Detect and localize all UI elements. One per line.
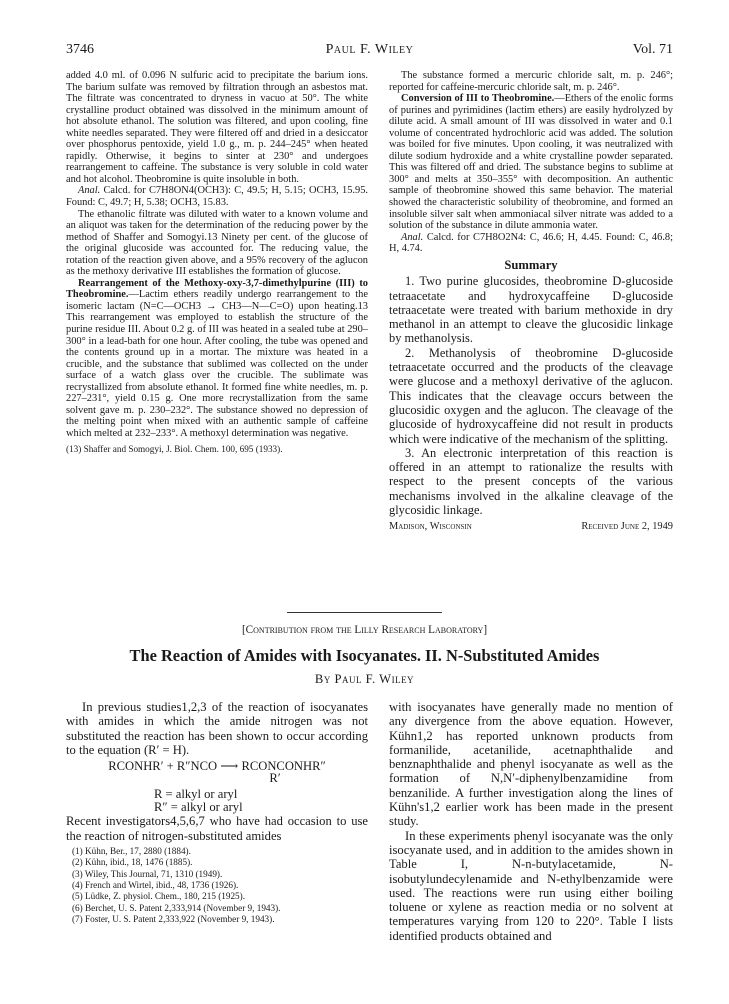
- summary-item: 2. Methanolysis of theobromine D-glucoside tetraacetate occurred and the products of the cleavage were glucose and a methoxyl derivative of the aglucon. This indicates that the cleavage occurs between the glucosidic oxygen and the aglucon. The cleavage of the glucoside of hydroxycaffeine did not result in products which were indicative of the mechanism of the splitting.: [389, 345, 673, 446]
- equation-substituent: [66, 773, 368, 784]
- volume-label: Vol. 71: [632, 42, 673, 57]
- anal-text: Calcd. for C7H8ON4(OCH3): C, 49.5; H, 5.15; OCH3, 15.95. Found: C, 49.7; H, 5.38; OCH3, 15.83.: [66, 185, 368, 209]
- received-date: Received June 2, 1949: [581, 521, 673, 533]
- reference: (3) Wiley, This Journal, 71, 1310 (1949).: [72, 868, 223, 879]
- anal-text: Calcd. for C7H8O2N4: C, 46.6; H, 4.45. Found: C, 46.8; H, 4.74.: [389, 231, 673, 255]
- summary: [389, 274, 673, 517]
- paragraph: with isocyanates have generally made no mention of any divergence from the above equation. However, Kühn1,2 has reported unknown products from formanilide, acetanilide, acetnaphthalide and benznaphthalide and phenyl isocyanate as well as the formation of N,N′-diphenylbenzamidine from benzanilide. A further investigation along the lines of Kühn's1,2 earlier work has been made in the present study.: [389, 700, 673, 829]
- analysis-line: [389, 232, 673, 255]
- signature-line: [389, 521, 673, 534]
- bottom-left-column: [66, 700, 368, 925]
- running-author: Paul F. Wiley: [325, 42, 414, 57]
- analysis-line: [66, 185, 368, 208]
- paragraph: added 4.0 ml. of 0.096 N sulfuric acid to precipitate the barium ions. The barium sulfate was removed by filtration through an asbestos mat. The filtrate was concentrated to dryness in vacuo at 50°. The white crystalline product obtained was dissolved in the minimum amount of hot absolute ethanol. The solution was filtered, and upon cooling, fine white needles separated. They were filtered off and dried in a desiccator over phosphorus pentoxide, yield 1.0 g., m. p. 244–245° when heated rapidly. Otherwise, it begins to sinter at 230° and undergoes rearrangement to caffeine. The substance is very soluble in cold water and hot alcohol. Theobromine is quite insoluble in both.: [66, 70, 368, 185]
- page-number: 3746: [66, 42, 94, 57]
- top-right-column: [389, 70, 673, 534]
- anal-label: Anal.: [78, 185, 101, 197]
- section-heading: Conversion of III to Theobromine.: [401, 93, 555, 105]
- definition-r2: R″ = alkyl or aryl: [154, 800, 243, 815]
- summary-item: 3. An electronic interpretation of this reaction is offered in an attempt to rationalize the results with respect to the present concepts of the various mechanisms involved in the alkaline cleavage of the glycosidic linkage.: [389, 445, 673, 518]
- running-header: [66, 42, 673, 60]
- reference: (5) Lüdke, Z. physiol. Chem., 180, 215 (1925).: [72, 891, 246, 902]
- footnote: (13) Shaffer and Somogyi, J. Biol. Chem. 100, 695 (1933).: [66, 443, 283, 454]
- reaction-equation: RCONHR′ + R″NCO ⟶ RCONCONHR″: [108, 759, 326, 774]
- divider: [287, 612, 442, 613]
- bottom-right-column: [389, 700, 673, 943]
- section-text: —Ethers of the enolic forms of purines and pyrimidines (lactim ethers) are easily hydrolyzed by dilute acid. A small amount of III was dissolved in water and 0.1 volume of concentrated hydrochloric acid was added. The solution was boiled for five minutes. Upon cooling, it was neutralized with dilute sodium hydroxide and a white crystalline powder separated. This was filtered off and dried. The substance begins to sublime at 300° and melts at 350–355° with decomposition. An authentic sample of theobromine showed this same behavior. The material showed the characteristic solubility of theobromine, and formed an insoluble silver salt when ammoniacal silver nitrate was added to a solution of the substance in dilute ammonia water.: [389, 93, 673, 232]
- summary-heading: Summary: [504, 257, 558, 272]
- section-text: —Lactim ethers readily undergo rearrangement to the isomeric lactam (N=C—OCH3 → CH3—N—C=O) upon heating.13 This rearrangement was employed to establish the structure of the purine residue III. About 0.2 g. of III was heated in a sealed tube at 290–300° in a lead-bath for one hour. After cooling, the tube was opened and the contents ground up in a mortar. The mixture was heated in a crucible, and the substance that sublimed was collected on the under surface of a watch glass over the crucible. The sublimate was recrystallized from absolute ethanol. It formed fine white needles, m. p. 227–231°, yield 0.15 g. One more recrystallization from the same solvent gave m. p. 230–232°. The substance showed no depression of the melting point when mixed with an authentic sample of caffeine which melted at 232–233°. A methoxyl determination was negative.: [66, 289, 368, 439]
- reference: (2) Kühn, ibid., 18, 1476 (1885).: [72, 857, 193, 868]
- references: [66, 846, 368, 925]
- article-title: The Reaction of Amides with Isocyanates. II. N-Substituted Amides: [129, 646, 600, 665]
- top-left-column: [66, 70, 368, 455]
- reference: (4) French and Wirtel, ibid., 48, 1736 (1926).: [72, 879, 239, 890]
- anal-label: Anal.: [401, 231, 424, 243]
- reference: (7) Foster, U. S. Patent 2,333,922 (November 9, 1943).: [72, 913, 275, 924]
- byline: By Paul F. Wiley: [314, 672, 415, 686]
- contribution-line: [Contribution from the Lilly Research Laboratory]: [241, 624, 488, 636]
- definition-r: R = alkyl or aryl: [154, 787, 238, 802]
- section-heading: Rearrangement of the Methoxy-oxy-3,7-dimethylpurine (III) to Theobromine.: [66, 277, 368, 301]
- place: Madison, Wisconsin: [389, 521, 472, 533]
- paragraph: In previous studies1,2,3 of the reaction of isocyanates with amides in which the amide nitrogen was not substituted the reaction has been shown to occur according to the equation (R′ = H).: [66, 700, 368, 757]
- summary-item: 1. Two purine glucosides, theobromine D-glucoside tetraacetate and hydroxycaffeine D-glucoside tetraacetate were treated with barium methoxide in dry methanol in an attempt to cleave the glucosidic linkage by methanolysis.: [389, 274, 673, 346]
- equation-definitions: [154, 788, 368, 814]
- section-paragraph: [66, 278, 368, 440]
- paragraph: In these experiments phenyl isocyanate was the only isocyanate used, and in addition to the amides shown in Table I, N-n-butylacetamide, N-isobutylundecylenamide and N-ethylbenzamide were used. The reactions were run using either boiling toluene or xylene as reaction media or no solvent at temperatures varying from 120 to 220°. Table I lists identified products obtained and: [389, 828, 673, 943]
- equation-sub-text: R′: [269, 771, 281, 786]
- reference: (1) Kühn, Ber., 17, 2880 (1884).: [72, 846, 191, 857]
- paragraph: Recent investigators4,5,6,7 who have had occasion to use the reaction of nitrogen-substituted amides: [66, 814, 368, 843]
- paragraph: The ethanolic filtrate was diluted with water to a known volume and an aliquot was taken for the determination of the reducing power by the method of Shaffer and Somogyi.13 Ninety per cent. of the glucose of the original glucoside was accounted for. The reducing value, the rotation of the reaction given above, and a 95% recovery of the aglucon as the methoxy derivative III establishes the formation of glucose.: [66, 208, 368, 278]
- reference: (6) Berchet, U. S. Patent 2,333,914 (November 9, 1943).: [72, 902, 281, 913]
- paragraph: The substance formed a mercuric chloride salt, m. p. 246°; reported for caffeine-mercuric chloride salt, m. p. 246°.: [389, 70, 673, 93]
- section-paragraph: [389, 93, 673, 232]
